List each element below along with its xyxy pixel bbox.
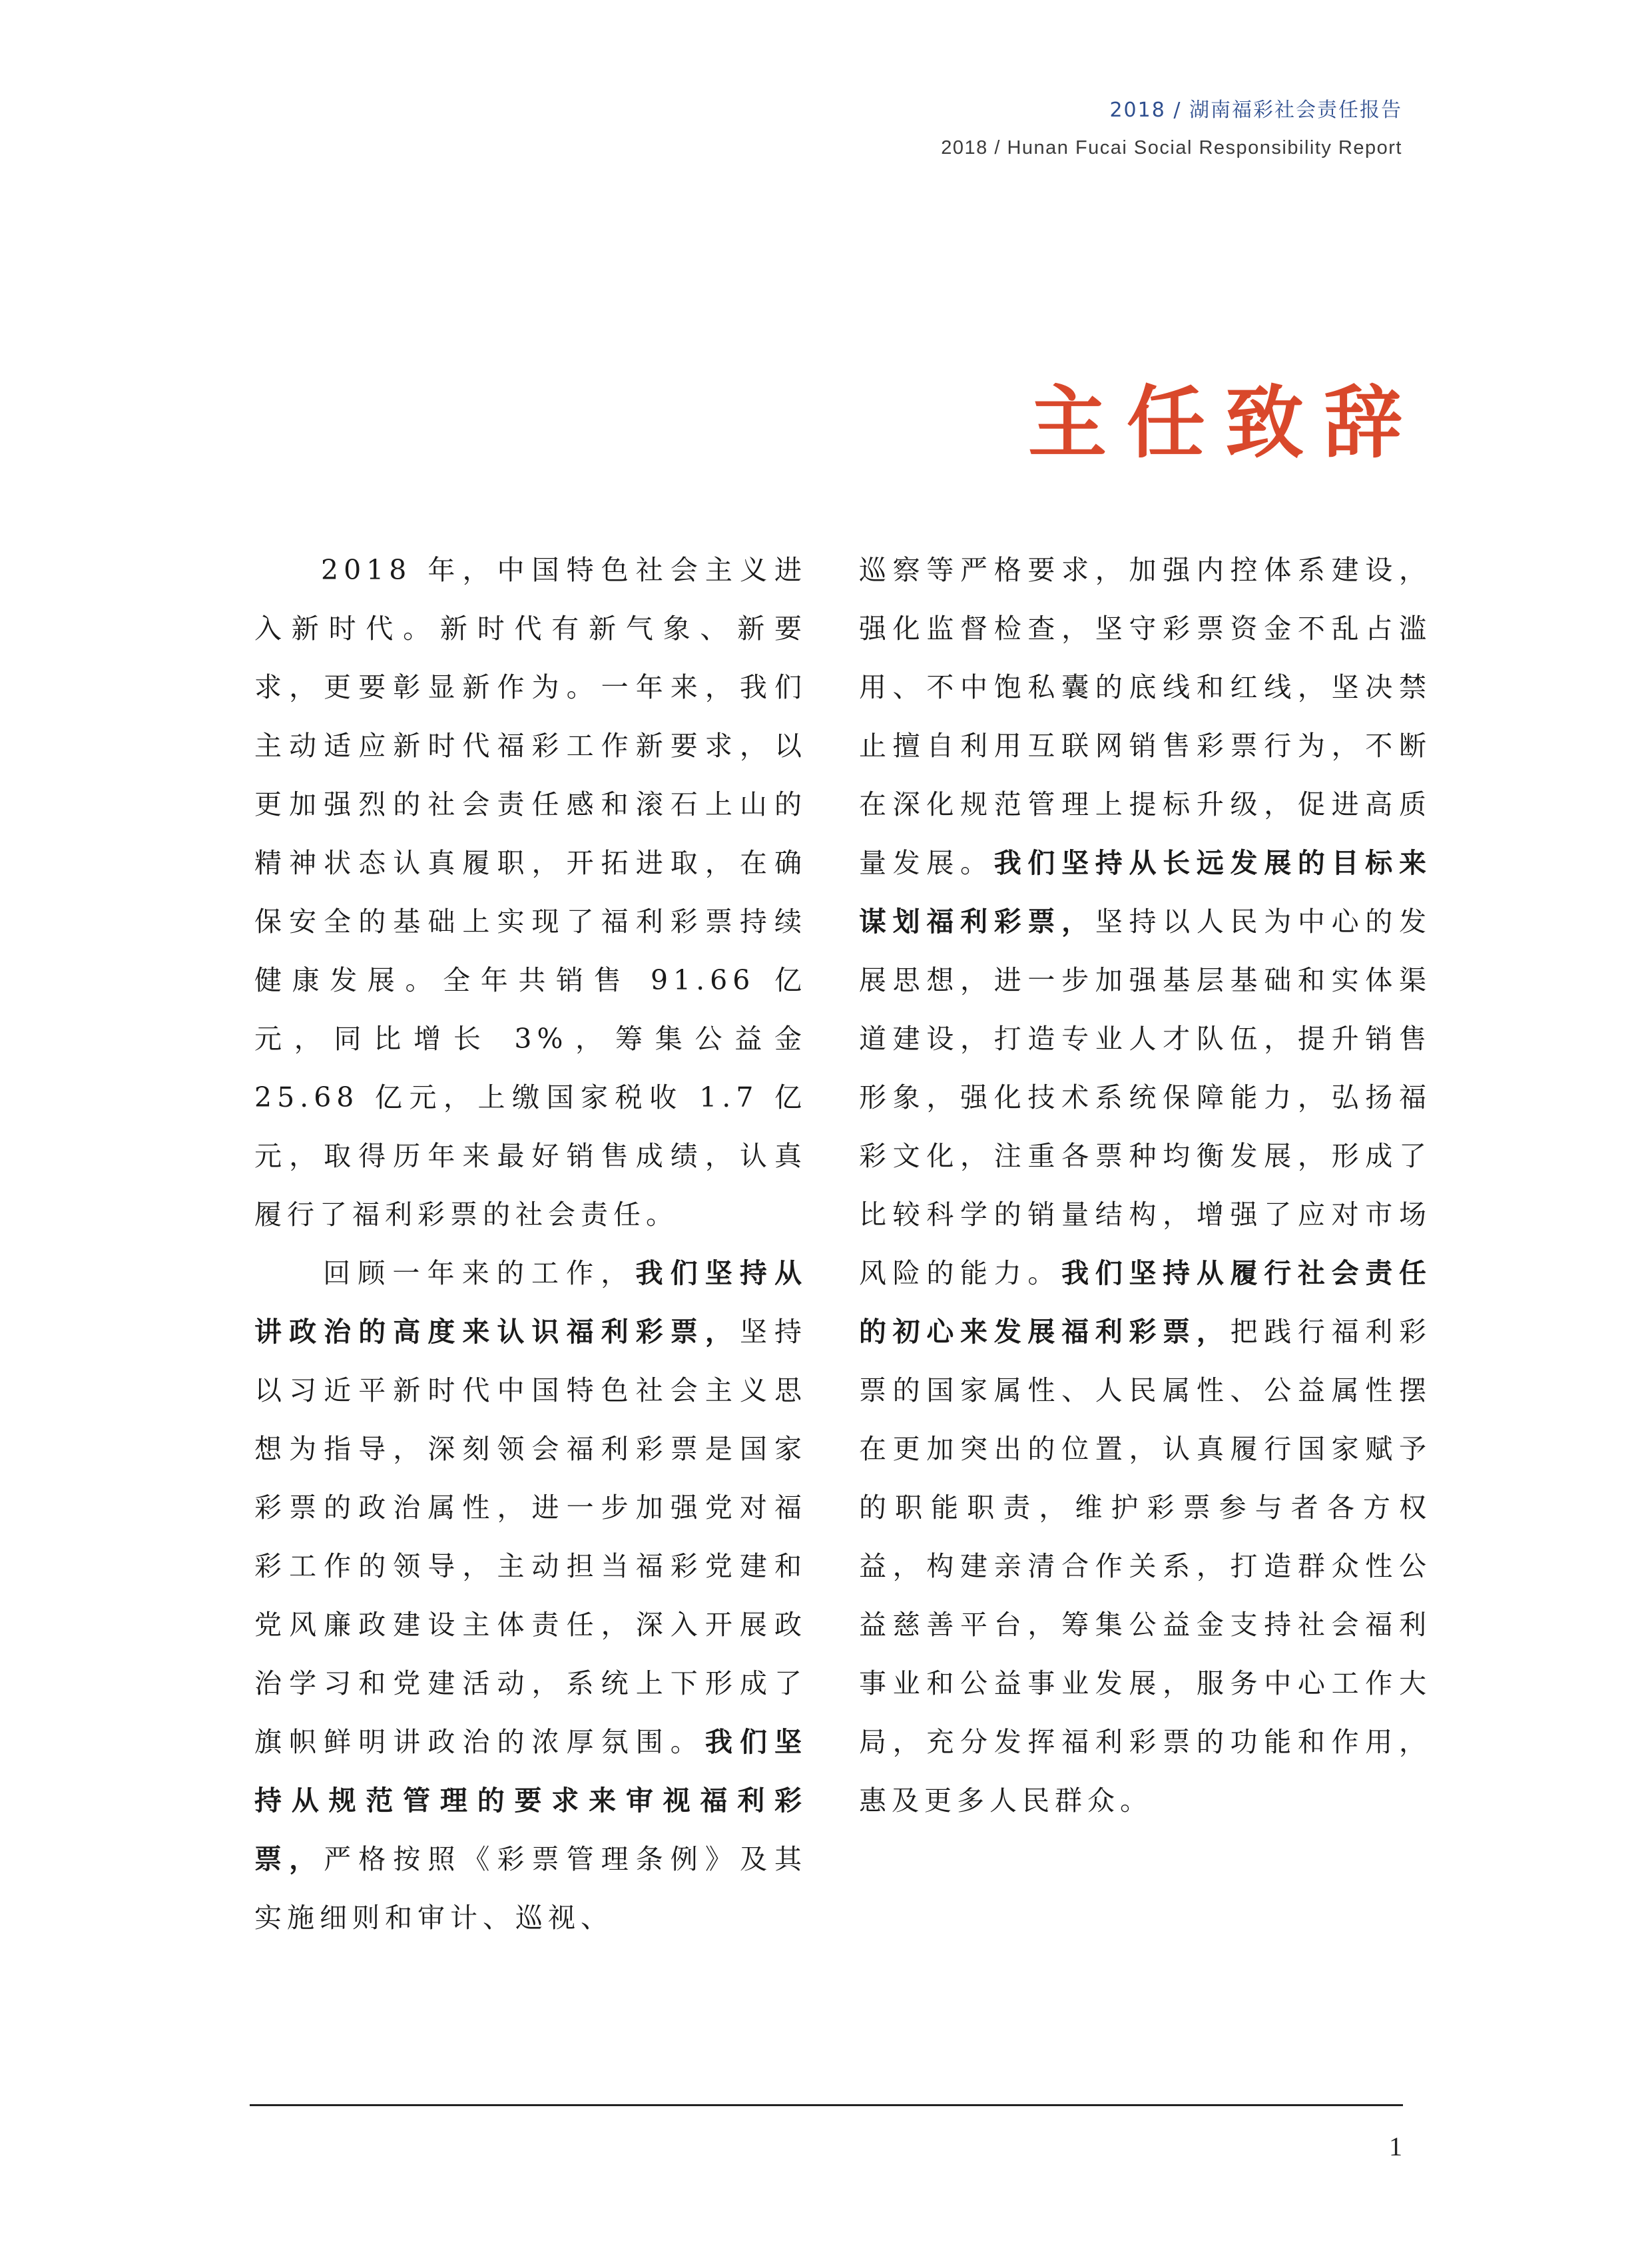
paragraph-2-text-a: 回顾一年来的工作， <box>321 1257 636 1289</box>
running-header <box>941 92 1402 166</box>
paragraph-2-text-c: 坚持以习近平新时代中国特色社会主义思想为指导，深刻领会福利彩票是国家彩票的政治属性，进一步加强党对福彩工作的领导，主动担当福彩党建和党风廉政建设主体责任，深入开展政治学习和党建活动，系统上下形成了旗帜鲜明讲政治的浓厚氛围。 <box>254 1316 808 1758</box>
paragraph-2-text-e: 严格按照《彩票管理条例》及其实施细则和审计、巡视、 <box>254 1843 808 1934</box>
paragraph-1-text: 2018 年，中国特色社会主义进入新时代。新时代有新气象、新要求，更要彰显新作为。一年来，我们主动适应新时代福彩工作新要求，以更加强烈的社会责任感和滚石上山的精神状态认真履职，开拓进取，在确保安全的基础上实现了福利彩票持续健康发展。全年共销售 91.66 亿元，同比增长 3%，筹集公益金 25.68 亿元，上缴国家税收 1.7 亿元，取得历年来最好销售成绩，认真履行了福利彩票的社会责任。 <box>254 554 807 1231</box>
continued-text-c: 坚持以人民为中心的发展思想，进一步加强基层基础和实体渠道建设，打造专业人才队伍，提升销售形象，强化技术系统保障能力，弘扬福彩文化，注重各票种均衡发展，形成了比较科学的销量结构，增强了应对市场风险的能力。 <box>859 906 1432 1289</box>
continued-text-e: 把践行福利彩票的国家属性、人民属性、公益属性摆在更加突出的位置，认真履行国家赋予的职能职责，维护彩票参与者各方权益，构建亲清合作关系，打造群众性公益慈善平台，筹集公益金支持社会福利事业和公益事业发展，服务中心工作大局，充分发挥福利彩票的功能和作用，惠及更多人民群众。 <box>859 1316 1432 1817</box>
emphasis-management: 我们坚持从规范管理的要求来审视福利彩票， <box>254 1726 808 1875</box>
page-number: 1 <box>1389 2131 1402 2161</box>
header-title-en: 2018 / Hunan Fucai Social Responsibility Report <box>941 137 1402 158</box>
left-column <box>254 541 807 1947</box>
paragraph-1 <box>254 541 807 1244</box>
emphasis-social-responsibility: 我们坚持从履行社会责任的初心来发展福利彩票， <box>859 1257 1432 1348</box>
header-title-cn: 2018 / 湖南福彩社会责任报告 <box>1109 99 1402 122</box>
page-title: 主任致辞 <box>1027 377 1422 469</box>
paragraph-2-continued <box>859 541 1432 1830</box>
emphasis-politics: 我们坚持从讲政治的高度来认识福利彩票， <box>254 1257 808 1348</box>
footer-divider <box>250 2104 1403 2106</box>
continued-text-a: 巡察等严格要求，加强内控体系建设，强化监督检查，坚守彩票资金不乱占滥用、不中饱私囊的底线和红线，坚决禁止擅自利用互联网销售彩票行为，不断在深化规范管理上提标升级，促进高质量发展。 <box>859 554 1432 879</box>
paragraph-2 <box>254 1244 807 1947</box>
right-column <box>859 541 1432 1830</box>
emphasis-long-term: 我们坚持从长远发展的目标来谋划福利彩票， <box>859 847 1432 938</box>
